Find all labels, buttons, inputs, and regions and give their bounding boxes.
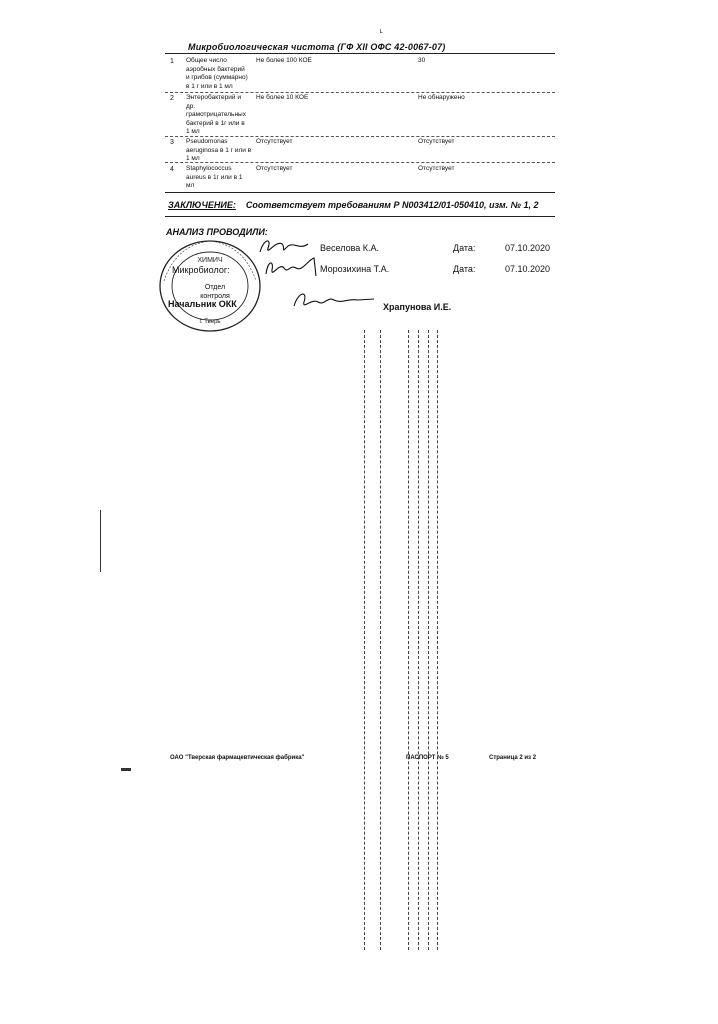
row-2-name: Энтеробактерий и др. грамотрицательных бактерий в 1г или в 1 мл <box>186 94 246 135</box>
signer-2-name: Морозихина Т.А. <box>320 264 390 274</box>
signer-1-date-label: Дата: <box>453 243 476 253</box>
signature-3 <box>288 288 378 318</box>
conclusion-text: Соответствует требованиям Р N003412/01-050410, изм. № 1, 2 <box>245 200 539 210</box>
scan-mark: ᴸ <box>380 28 383 37</box>
conclusion-label: ЗАКЛЮЧЕНИЕ: <box>168 200 236 210</box>
row-1-name: Общее число аэробных бактерий и грибов (суммарно) в 1 г или в 1 мл <box>186 57 248 90</box>
row-2-rule <box>165 136 555 137</box>
stamp-text: Отдел контроля <box>200 284 230 300</box>
scan-mark <box>121 768 131 771</box>
footer-page: Страница 2 из 2 <box>489 755 537 761</box>
scan-line <box>428 330 429 950</box>
svg-text:ХИМИЧ: ХИМИЧ <box>197 257 223 264</box>
row-3-result: Отсутствует <box>418 138 455 145</box>
svg-text:г. Тверь: г. Тверь <box>199 319 221 325</box>
signer-1-role: Микробиолог: <box>172 265 230 275</box>
signer-1-name: Веселова К.А. <box>320 243 380 253</box>
row-3-number: 3 <box>170 139 174 146</box>
conclusion-rule <box>165 216 555 217</box>
row-2-norm: Не более 10 КОЕ <box>256 94 309 101</box>
signer-1-date: 07.10.2020 <box>505 243 551 253</box>
scan-line <box>437 330 438 950</box>
row-1-norm: Не более 100 КОЕ <box>256 57 312 64</box>
signer-3-name: Храпунова И.Е. <box>383 302 452 312</box>
scan-line <box>364 330 365 950</box>
header-rule <box>165 53 555 54</box>
row-2-number: 2 <box>170 95 174 102</box>
footer-company: ОАО "Тверская фармацевтическая фабрика" <box>170 755 305 761</box>
row-2-result: Не обнаружено <box>418 94 465 101</box>
row-4-number: 4 <box>170 166 174 173</box>
signer-3-role: Начальник ОКК <box>168 299 237 309</box>
table-bottom-rule <box>165 192 555 193</box>
footer-passport: ПАСПОРТ № 5 <box>406 755 449 761</box>
scan-line <box>418 330 419 950</box>
row-4-norm: Отсутствует <box>256 165 293 172</box>
row-1-result: 30 <box>418 57 426 64</box>
signer-2-date-label: Дата: <box>453 264 476 274</box>
signers-title: АНАЛИЗ ПРОВОДИЛИ: <box>166 227 268 237</box>
conclusion <box>168 200 539 210</box>
row-3-name: Pseudomonas aeruginosa в 1 г или в 1 мл <box>186 138 252 162</box>
row-3-rule <box>165 162 555 163</box>
row-4-name: Staphylococcus aureus в 1г или в 1 мл <box>186 165 243 189</box>
row-1-rule <box>165 92 555 93</box>
row-1-number: 1 <box>170 58 174 65</box>
scan-line <box>380 330 381 950</box>
row-4-result: Отсутствует <box>418 165 455 172</box>
scan-line <box>408 330 409 950</box>
row-3-norm: Отсутствует <box>256 138 293 145</box>
scan-bar <box>100 510 101 572</box>
section-title: Микробиологическая чистота (ГФ XII ОФС 42-0067-07) <box>188 42 446 52</box>
signature-2 <box>262 254 322 282</box>
signer-2-date: 07.10.2020 <box>505 264 551 274</box>
